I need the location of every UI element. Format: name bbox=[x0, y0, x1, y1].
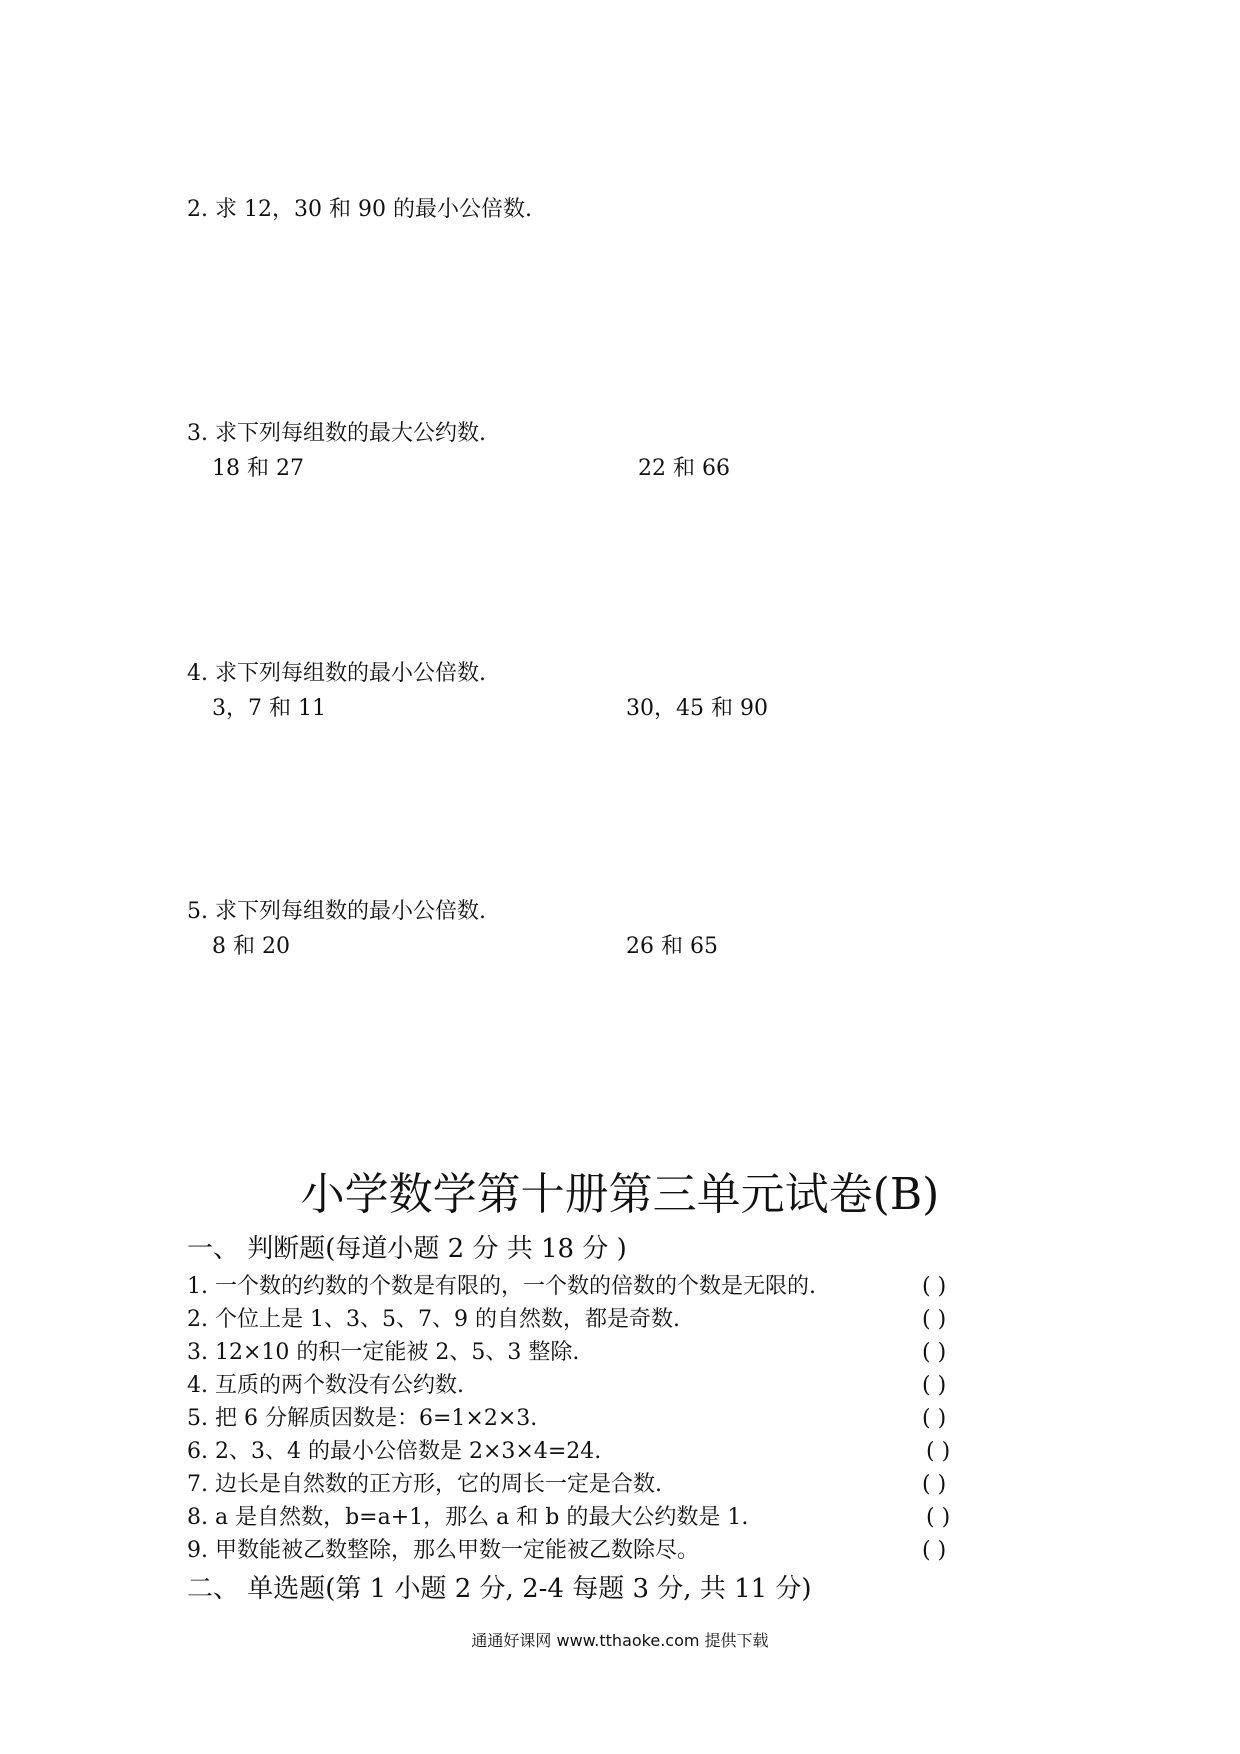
judge-paren-8[interactable]: ( ) bbox=[926, 1505, 951, 1530]
judge-item-9: 9. 甲数能被乙数整除，那么甲数一定能被乙数除尽。 bbox=[187, 1538, 699, 1563]
judge-item-8: 8. a 是自然数，b=a+1，那么 a 和 b 的最大公约数是 1. bbox=[187, 1505, 749, 1530]
judge-item-1: 1. 一个数的约数的个数是有限的，一个数的倍数的个数是无限的. bbox=[187, 1274, 816, 1299]
problem-3-left: 18 和 27 bbox=[212, 456, 304, 481]
judge-paren-5[interactable]: ( ) bbox=[922, 1406, 947, 1431]
problem-4-heading: 4. 求下列每组数的最小公倍数. bbox=[187, 661, 486, 686]
problem-4-left: 3，7 和 11 bbox=[212, 696, 326, 721]
judge-item-5: 5. 把 6 分解质因数是：6=1×2×3. bbox=[187, 1406, 538, 1431]
problem-3-heading: 3. 求下列每组数的最大公约数. bbox=[187, 421, 486, 446]
judge-paren-2[interactable]: ( ) bbox=[922, 1307, 947, 1332]
problem-5-heading: 5. 求下列每组数的最小公倍数. bbox=[187, 899, 486, 924]
footer-credit: 通通好课网 www.tthaoke.com 提供下载 bbox=[471, 1631, 769, 1650]
section-1-heading: 一、 判断题(每道小题 2 分 共 18 分 ) bbox=[187, 1234, 627, 1264]
judge-paren-1[interactable]: ( ) bbox=[922, 1274, 947, 1299]
judge-item-6: 6. 2、3、4 的最小公倍数是 2×3×4=24. bbox=[187, 1439, 602, 1464]
judge-paren-7[interactable]: ( ) bbox=[922, 1472, 947, 1497]
judge-item-7: 7. 边长是自然数的正方形，它的周长一定是合数. bbox=[187, 1472, 662, 1497]
page-title: 小学数学第十册第三单元试卷(B) bbox=[300, 1169, 940, 1220]
judge-item-2: 2. 个位上是 1、3、5、7、9 的自然数，都是奇数. bbox=[187, 1307, 680, 1332]
problem-2-heading: 2. 求 12，30 和 90 的最小公倍数. bbox=[187, 197, 532, 222]
judge-item-3: 3. 12×10 的积一定能被 2、5、3 整除. bbox=[187, 1340, 580, 1365]
problem-5-right: 26 和 65 bbox=[626, 934, 718, 959]
judge-item-4: 4. 互质的两个数没有公约数. bbox=[187, 1373, 464, 1398]
section-2-heading: 二、 单选题(第 1 小题 2 分, 2-4 每题 3 分, 共 11 分) bbox=[187, 1574, 812, 1604]
judge-paren-6[interactable]: ( ) bbox=[926, 1439, 951, 1464]
judge-paren-3[interactable]: ( ) bbox=[922, 1340, 947, 1365]
problem-3-right: 22 和 66 bbox=[638, 456, 730, 481]
problem-4-right: 30，45 和 90 bbox=[626, 696, 768, 721]
judge-paren-9[interactable]: ( ) bbox=[922, 1538, 947, 1563]
judge-paren-4[interactable]: ( ) bbox=[922, 1373, 947, 1398]
problem-5-left: 8 和 20 bbox=[212, 934, 290, 959]
